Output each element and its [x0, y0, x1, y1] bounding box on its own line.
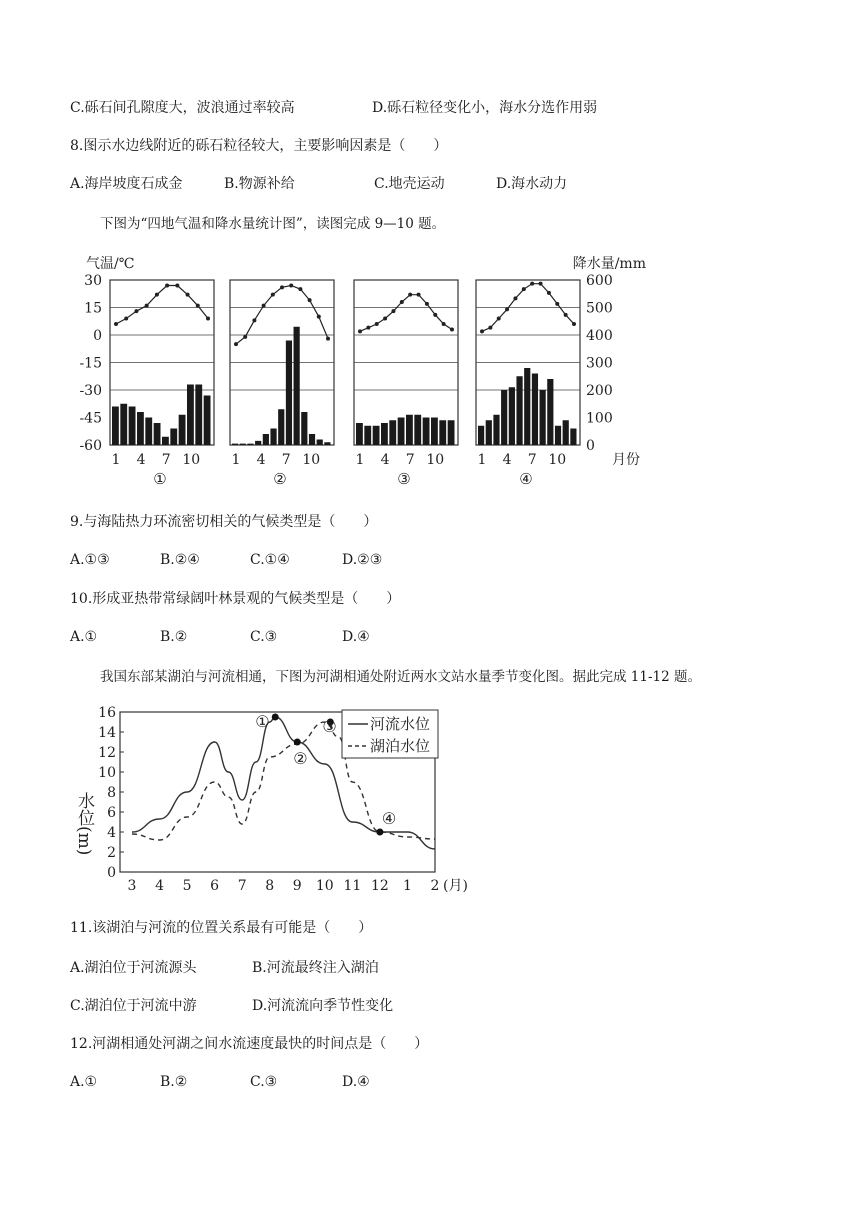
temperature-point	[417, 293, 421, 297]
water-level-chart	[70, 700, 470, 895]
y-tick-label: 12	[98, 745, 116, 761]
precip-bar	[570, 429, 576, 446]
precip-bar	[324, 442, 330, 445]
q10-option-b[interactable]: B.②	[160, 629, 188, 645]
temperature-point	[243, 335, 247, 339]
x-tick-label: 4	[380, 452, 390, 468]
x-tick-label: 5	[182, 878, 192, 894]
precip-bar	[356, 423, 363, 445]
q9-option-c[interactable]: C.①④	[250, 552, 290, 568]
temperature-point	[391, 309, 395, 313]
x-tick-label: 2	[430, 878, 440, 894]
x-axis-label: 月份	[612, 452, 640, 468]
precip-bar	[145, 418, 152, 446]
precip-bar	[509, 387, 515, 445]
precip-bar	[170, 429, 177, 446]
q10-option-c[interactable]: C.③	[250, 629, 278, 645]
x-tick-label: 10	[426, 452, 445, 468]
temperature-point	[539, 282, 543, 286]
q12-option-a[interactable]: A.①	[70, 1074, 98, 1090]
x-tick-label: 6	[210, 878, 220, 894]
panel-label: ①	[153, 470, 167, 488]
temperature-point	[408, 293, 412, 297]
q8-stem: 8.图示水边线附近的砾石粒径较大，主要影响因素是（ ）	[70, 138, 448, 154]
temperature-point	[308, 298, 312, 302]
x-axis-label: (月)	[443, 878, 468, 894]
precip-bar	[179, 415, 186, 445]
precip-bar	[270, 429, 276, 446]
temperature-point	[124, 317, 128, 321]
x-tick-label: 7	[237, 878, 247, 894]
y-tick-label: 6	[107, 805, 116, 821]
precip-bar	[381, 423, 388, 445]
q8-option-a[interactable]: A.海岸坡度石成金	[70, 176, 183, 192]
precip-bar	[309, 434, 315, 445]
precip-bar	[414, 415, 421, 445]
temperature-point	[114, 322, 118, 326]
x-tick-label: 10	[182, 452, 201, 468]
x-tick-label: 1	[477, 452, 487, 468]
temperature-point	[366, 326, 370, 330]
temperature-point	[488, 326, 492, 330]
q10-option-d[interactable]: D.④	[342, 629, 370, 645]
temperature-point	[145, 304, 149, 308]
y-tick-label: 4	[107, 825, 116, 841]
legend-river-label: 河流水位	[370, 715, 431, 733]
panel-label: ③	[397, 470, 411, 488]
precip-bar	[448, 420, 455, 445]
left-tick-label: 30	[84, 273, 102, 289]
panel-label: ④	[519, 470, 533, 488]
precip-bar	[263, 434, 269, 445]
x-tick-label: 4	[136, 452, 146, 468]
climate-chart	[66, 252, 646, 492]
left-tick-label: -15	[79, 355, 102, 372]
precip-bar	[563, 420, 569, 445]
temperature-point	[317, 315, 321, 319]
precip-bar	[137, 412, 144, 445]
temperature-point	[572, 322, 576, 326]
precip-bar	[112, 407, 119, 446]
precip-bar	[373, 426, 380, 445]
precip-bar	[286, 341, 292, 446]
left-tick-label: 15	[84, 300, 102, 317]
q10-stem: 10.形成亚热带常绿阔叶林景观的气候类型是（ ）	[70, 591, 401, 607]
marker-label: ②	[293, 749, 308, 768]
precip-bar	[389, 420, 396, 445]
temperature-point	[530, 282, 534, 286]
x-tick-label: 7	[161, 452, 171, 468]
q12-option-c[interactable]: C.③	[250, 1074, 278, 1090]
precip-bar	[195, 385, 202, 446]
q11-option-d[interactable]: D.河流流向季节性变化	[252, 998, 394, 1014]
precip-bar	[240, 444, 246, 445]
y-tick-label: 14	[98, 725, 116, 741]
left-tick-label: -60	[79, 438, 102, 454]
q8-option-c[interactable]: C.地壳运动	[374, 176, 445, 192]
q8-option-b[interactable]: B.物源补给	[224, 176, 295, 192]
precip-bar	[431, 418, 438, 446]
temperature-point	[400, 300, 404, 304]
precip-bar	[555, 426, 561, 445]
left-tick-label: -30	[79, 383, 102, 399]
q11-stem: 11.该湖泊与河流的位置关系最有可能是（ ）	[70, 920, 373, 936]
marker-point	[272, 714, 279, 721]
temperature-point	[450, 328, 454, 332]
q12-option-d[interactable]: D.④	[342, 1074, 370, 1090]
x-tick-label: 7	[281, 452, 291, 468]
marker-point	[294, 739, 301, 746]
left-axis-label: 气温/℃	[86, 256, 135, 272]
x-tick-label: 1	[231, 452, 241, 468]
temperature-point	[155, 293, 159, 297]
x-tick-label: 7	[527, 452, 537, 468]
x-tick-label: 8	[265, 878, 275, 894]
temperature-point	[497, 317, 501, 321]
precip-bar	[516, 376, 522, 445]
x-tick-label: 10	[548, 452, 567, 468]
precip-bar	[423, 418, 430, 446]
precip-bar	[278, 409, 284, 445]
y-tick-label: 10	[98, 765, 116, 781]
x-tick-label: 1	[402, 878, 412, 894]
temperature-point	[433, 313, 437, 317]
precip-bar	[301, 412, 307, 445]
temperature-point	[326, 337, 330, 341]
x-tick-label: 9	[292, 878, 302, 894]
precip-bar	[294, 327, 300, 445]
temperature-point	[252, 318, 256, 322]
x-tick-label: 11	[343, 878, 362, 894]
precip-bar	[120, 404, 127, 445]
temperature-point	[298, 287, 302, 291]
precip-bar	[204, 396, 211, 446]
temperature-point	[289, 284, 293, 288]
q9-option-d[interactable]: D.②③	[342, 552, 383, 568]
x-tick-label: 12	[370, 878, 389, 894]
precip-bar	[247, 444, 253, 445]
temperature-point	[271, 293, 275, 297]
x-tick-label: 4	[256, 452, 266, 468]
temperature-point	[134, 309, 138, 313]
temperature-point	[186, 293, 190, 297]
right-tick-label: 300	[586, 355, 613, 372]
precip-bar	[187, 385, 194, 446]
temperature-point	[425, 302, 429, 306]
intro-9-10: 下图为“四地气温和降水量统计图”，读图完成 9—10 题。	[100, 216, 446, 232]
q11-option-a[interactable]: A.湖泊位于河流源头	[70, 960, 197, 976]
q7-option-d[interactable]: D.砾石粒径变化小，海水分选作用弱	[372, 100, 598, 116]
temperature-point	[513, 296, 517, 300]
precip-bar	[255, 441, 261, 445]
precip-bar	[129, 407, 136, 446]
temperature-point	[522, 287, 526, 291]
q12-option-b[interactable]: B.②	[160, 1074, 188, 1090]
temperature-point	[442, 322, 446, 326]
precip-bar	[439, 420, 446, 445]
precip-bar	[532, 374, 538, 446]
x-tick-label: 4	[155, 878, 165, 894]
y-tick-label: 2	[107, 845, 116, 861]
precip-bar	[162, 437, 169, 445]
q9-option-a[interactable]: A.①③	[70, 552, 110, 568]
precip-bar	[493, 415, 499, 445]
temperature-point	[375, 322, 379, 326]
precip-bar	[478, 426, 484, 445]
temperature-point	[165, 284, 169, 288]
precip-bar	[398, 418, 405, 446]
temperature-point	[547, 291, 551, 295]
precip-bar	[232, 444, 238, 445]
right-tick-label: 200	[586, 383, 613, 399]
x-tick-label: 10	[302, 452, 321, 468]
marker-point	[376, 829, 383, 836]
precip-bar	[501, 390, 507, 445]
temperature-point	[555, 302, 559, 306]
x-tick-label: 4	[502, 452, 512, 468]
temperature-point	[262, 304, 266, 308]
q9-option-b[interactable]: B.②④	[160, 552, 200, 568]
marker-label: ①	[255, 712, 270, 731]
precip-bar	[364, 426, 371, 445]
q11-option-b[interactable]: B.河流最终注入湖泊	[252, 960, 379, 976]
temperature-point	[206, 317, 210, 321]
precip-bar	[547, 379, 553, 445]
x-tick-label: 1	[111, 452, 121, 468]
q12-stem: 12.河湖相通处河湖之间水流速度最快的时间点是（ ）	[70, 1036, 429, 1052]
q8-option-d[interactable]: D.海水动力	[496, 176, 568, 192]
y-tick-label: 0	[107, 865, 116, 881]
temperature-point	[196, 304, 200, 308]
temperature-point	[234, 342, 238, 346]
right-tick-label: 0	[586, 438, 595, 454]
temperature-line	[360, 295, 452, 332]
precip-bar	[154, 423, 161, 445]
temperature-point	[280, 285, 284, 289]
x-tick-label: 3	[127, 878, 137, 894]
x-tick-label: 7	[405, 452, 415, 468]
temperature-point	[358, 329, 362, 333]
x-tick-label: 1	[355, 452, 365, 468]
precip-bar	[486, 420, 492, 445]
right-tick-label: 100	[586, 410, 613, 427]
right-tick-label: 600	[586, 273, 613, 289]
precip-bar	[317, 440, 323, 446]
marker-label: ③	[322, 717, 337, 736]
q7-option-c[interactable]: C.砾石间孔隙度大，波浪通过率较高	[70, 100, 295, 116]
temperature-line	[116, 286, 208, 325]
legend-lake-label: 湖泊水位	[370, 737, 431, 755]
intro-11-12: 我国东部某湖泊与河流相通，下图为河湖相通处附近两水文站水量季节变化图。据此完成 11-12 题。	[100, 669, 701, 685]
panel-label: ②	[273, 470, 287, 488]
marker-label: ④	[381, 809, 397, 828]
left-tick-label: -45	[79, 410, 102, 427]
right-tick-label: 500	[586, 300, 613, 317]
q11-option-c[interactable]: C.湖泊位于河流中游	[70, 998, 197, 1014]
right-tick-label: 400	[586, 328, 613, 344]
q9-stem: 9.与海陆热力环流密切相关的气候类型是（ ）	[70, 514, 378, 530]
y-axis-label: 水位(m)	[74, 792, 94, 856]
y-tick-label: 16	[98, 705, 116, 721]
temperature-point	[505, 307, 509, 311]
temperature-point	[383, 317, 387, 321]
q10-option-a[interactable]: A.①	[70, 629, 98, 645]
right-axis-label: 降水量/mm	[572, 256, 646, 272]
precip-bar	[540, 390, 546, 445]
temperature-point	[564, 313, 568, 317]
temperature-point	[480, 329, 484, 333]
x-tick-label: 10	[315, 878, 334, 894]
precip-bar	[524, 368, 530, 445]
precip-bar	[406, 415, 413, 445]
y-tick-label: 8	[107, 785, 116, 801]
left-tick-label: 0	[93, 328, 102, 344]
temperature-point	[175, 284, 179, 288]
